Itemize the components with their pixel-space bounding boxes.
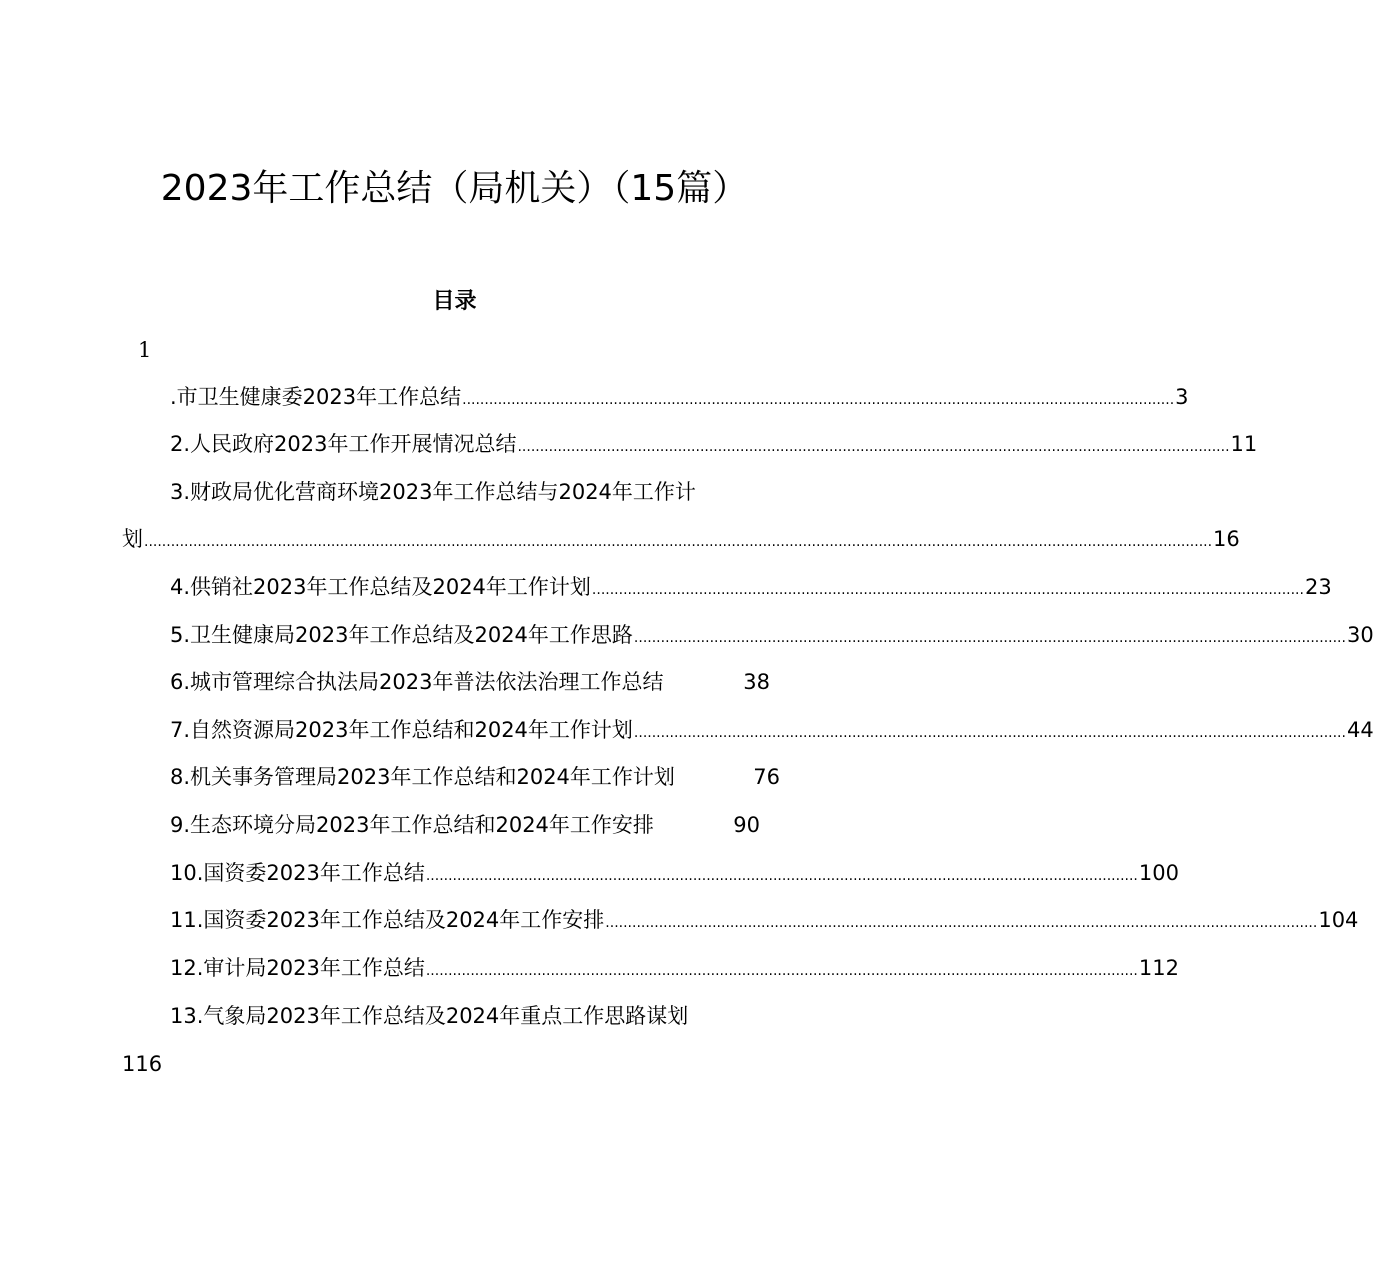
- stray-page-number: 1: [138, 338, 152, 362]
- toc-entry-label: 11.国资委2023年工作总结及2024年工作安排: [170, 908, 605, 932]
- toc-entry-page: 3: [1175, 385, 1189, 409]
- toc-entry-label[interactable]: 13.气象局2023年工作总结及2024年重点工作思路谋划: [170, 1004, 689, 1028]
- toc-entry-label: 7.自然资源局2023年工作总结和2024年工作计划: [170, 718, 633, 742]
- toc-entry[interactable]: [170, 858, 1179, 888]
- toc-entry-page: 44: [1346, 718, 1374, 742]
- toc-leader: ................................................................................................................................................................: [517, 439, 1230, 455]
- toc-leader: ................................................................................................................................................................................................................................................: [144, 534, 1213, 550]
- toc-leader: ................................................................................................................................................................: [462, 392, 1175, 408]
- toc-entry-page: 112: [1138, 956, 1179, 980]
- toc-entry-label[interactable]: 3.财政局优化营商环境2023年工作总结与2024年工作计: [170, 480, 696, 504]
- toc-entry-page: 104: [1318, 908, 1359, 932]
- toc-entry-page: 100: [1138, 861, 1179, 885]
- toc-leader: ................................................................................................................................................................: [591, 582, 1304, 598]
- toc-entry-label: 9.生态环境分局2023年工作总结和2024年工作安排: [170, 813, 654, 837]
- toc-entry[interactable]: [170, 382, 1189, 412]
- toc-entry-page: 16: [1213, 527, 1240, 551]
- toc-entry-page: 30: [1346, 623, 1374, 647]
- document-title: 2023年工作总结（局机关）（15篇）: [160, 168, 749, 209]
- toc-entry-page: 76: [753, 765, 780, 789]
- toc-leader: ................................................................................................................................................................: [605, 915, 1318, 931]
- toc-leader: ................................................................................................................................................................: [425, 868, 1138, 884]
- toc-entry[interactable]: [170, 905, 1359, 935]
- toc-entry-label: .市卫生健康委2023年工作总结: [170, 385, 462, 409]
- toc-entry-label: 2.人民政府2023年工作开展情况总结: [170, 432, 517, 456]
- toc-entry-label: 8.机关事务管理局2023年工作总结和2024年工作计划: [170, 765, 675, 789]
- toc-entry[interactable]: [122, 524, 1240, 554]
- toc-entry-label-continued: 划: [122, 527, 143, 551]
- toc-entry[interactable]: [170, 810, 760, 840]
- toc-entry[interactable]: [170, 429, 1258, 459]
- toc-entry-label: 6.城市管理综合执法局2023年普法依法治理工作总结: [170, 670, 664, 694]
- toc-entry-label: 10.国资委2023年工作总结: [170, 861, 425, 885]
- toc-entry-label: 4.供销社2023年工作总结及2024年工作计划: [170, 575, 591, 599]
- toc-entry[interactable]: [170, 953, 1179, 983]
- toc-entry-label: 5.卫生健康局2023年工作总结及2024年工作思路: [170, 623, 633, 647]
- toc-leader: ................................................................................................................................................................: [633, 630, 1346, 646]
- toc-leader: ................................................................................................................................................................: [425, 963, 1138, 979]
- toc-entry[interactable]: [170, 715, 1374, 745]
- toc-entry-page: 23: [1304, 575, 1332, 599]
- toc-entry[interactable]: [170, 667, 770, 697]
- toc-entry-label: 12.审计局2023年工作总结: [170, 956, 425, 980]
- toc-entry-page: 38: [743, 670, 770, 694]
- toc-entry[interactable]: [170, 762, 780, 792]
- toc-entry-page: 90: [733, 813, 760, 837]
- toc-entry[interactable]: [170, 620, 1374, 650]
- toc-heading: 目录: [432, 288, 477, 314]
- toc-leader: ................................................................................................................................................................: [633, 725, 1346, 741]
- toc-entry-page: 11: [1230, 432, 1258, 456]
- toc-entry-page: 116: [122, 1052, 163, 1076]
- toc-entry[interactable]: [170, 572, 1332, 602]
